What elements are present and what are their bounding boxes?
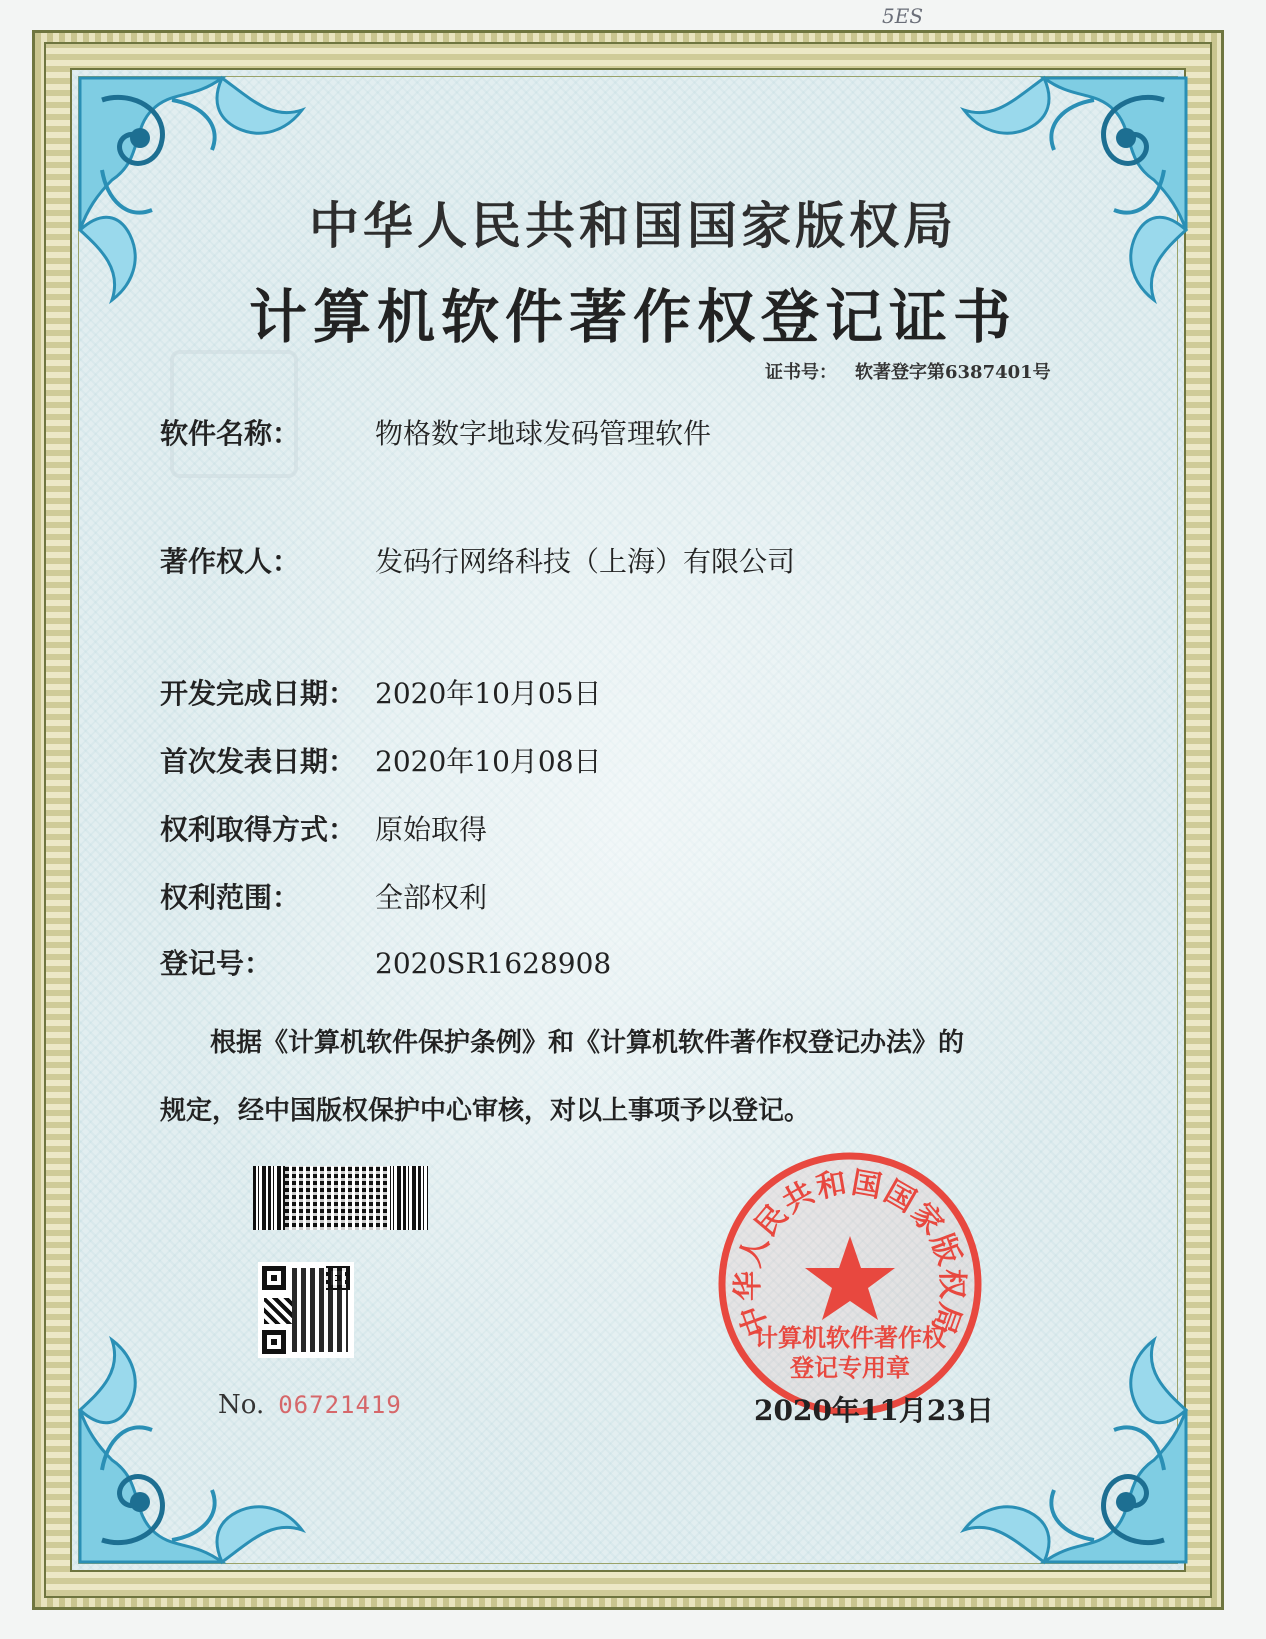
field-label: 登记号： — [160, 947, 273, 980]
field-registration-number — [160, 942, 611, 982]
field-copyright-owner — [160, 540, 795, 580]
issuing-authority: 中华人民共和国国家版权局 — [309, 196, 957, 255]
official-seal — [714, 1148, 986, 1420]
field-value: 原始取得 — [375, 813, 488, 846]
seal-line-1: 计算机软件著作权 — [754, 1323, 946, 1352]
certificate-number-value: 软著登字第6387401号 — [855, 362, 1051, 383]
corner-ornament-icon — [954, 1330, 1194, 1570]
field-value: 发码行网络科技（上海）有限公司 — [375, 545, 796, 578]
serial-prefix: No. — [218, 1390, 265, 1420]
statement-line-1: 根据《计算机软件保护条例》和《计算机软件著作权登记办法》的 — [210, 1028, 965, 1058]
handwritten-note: 5ES — [882, 4, 924, 28]
field-first-publication-date — [160, 740, 602, 780]
field-rights-scope — [160, 876, 487, 916]
field-label: 首次发表日期： — [160, 745, 357, 778]
certificate-number-label: 证书号： — [765, 362, 837, 383]
field-value: 物格数字地球发码管理软件 — [375, 417, 712, 450]
seal-line-2: 登记专用章 — [790, 1353, 910, 1382]
field-label: 著作权人： — [160, 545, 301, 578]
field-acquisition-method — [160, 808, 487, 848]
field-value: 2020SR1628908 — [375, 947, 612, 980]
serial-number-value: 06721419 — [278, 1391, 402, 1419]
qr-code-icon — [258, 1262, 354, 1358]
field-label: 权利范围： — [160, 881, 301, 914]
certificate-title: 计算机软件著作权登记证书 — [248, 283, 1017, 351]
certificate-number — [765, 358, 1051, 384]
field-software-name — [160, 412, 711, 452]
field-value: 2020年10月05日 — [375, 677, 602, 710]
field-value: 全部权利 — [375, 881, 488, 914]
barcode-icon — [253, 1166, 428, 1230]
field-label: 权利取得方式： — [160, 813, 357, 846]
statement-line-2: 规定，经中国版权保护中心审核，对以上事项予以登记。 — [160, 1096, 811, 1126]
issue-date: 2020年11月23日 — [754, 1394, 994, 1427]
seal-ring-text: 中华人民共和国国家版权局 — [730, 1165, 970, 1341]
field-value: 2020年10月08日 — [375, 745, 602, 778]
field-label: 开发完成日期： — [160, 677, 357, 710]
corner-ornament-icon — [72, 1330, 312, 1570]
field-label: 软件名称： — [160, 417, 301, 450]
serial-number — [218, 1390, 402, 1420]
field-completion-date — [160, 672, 602, 712]
